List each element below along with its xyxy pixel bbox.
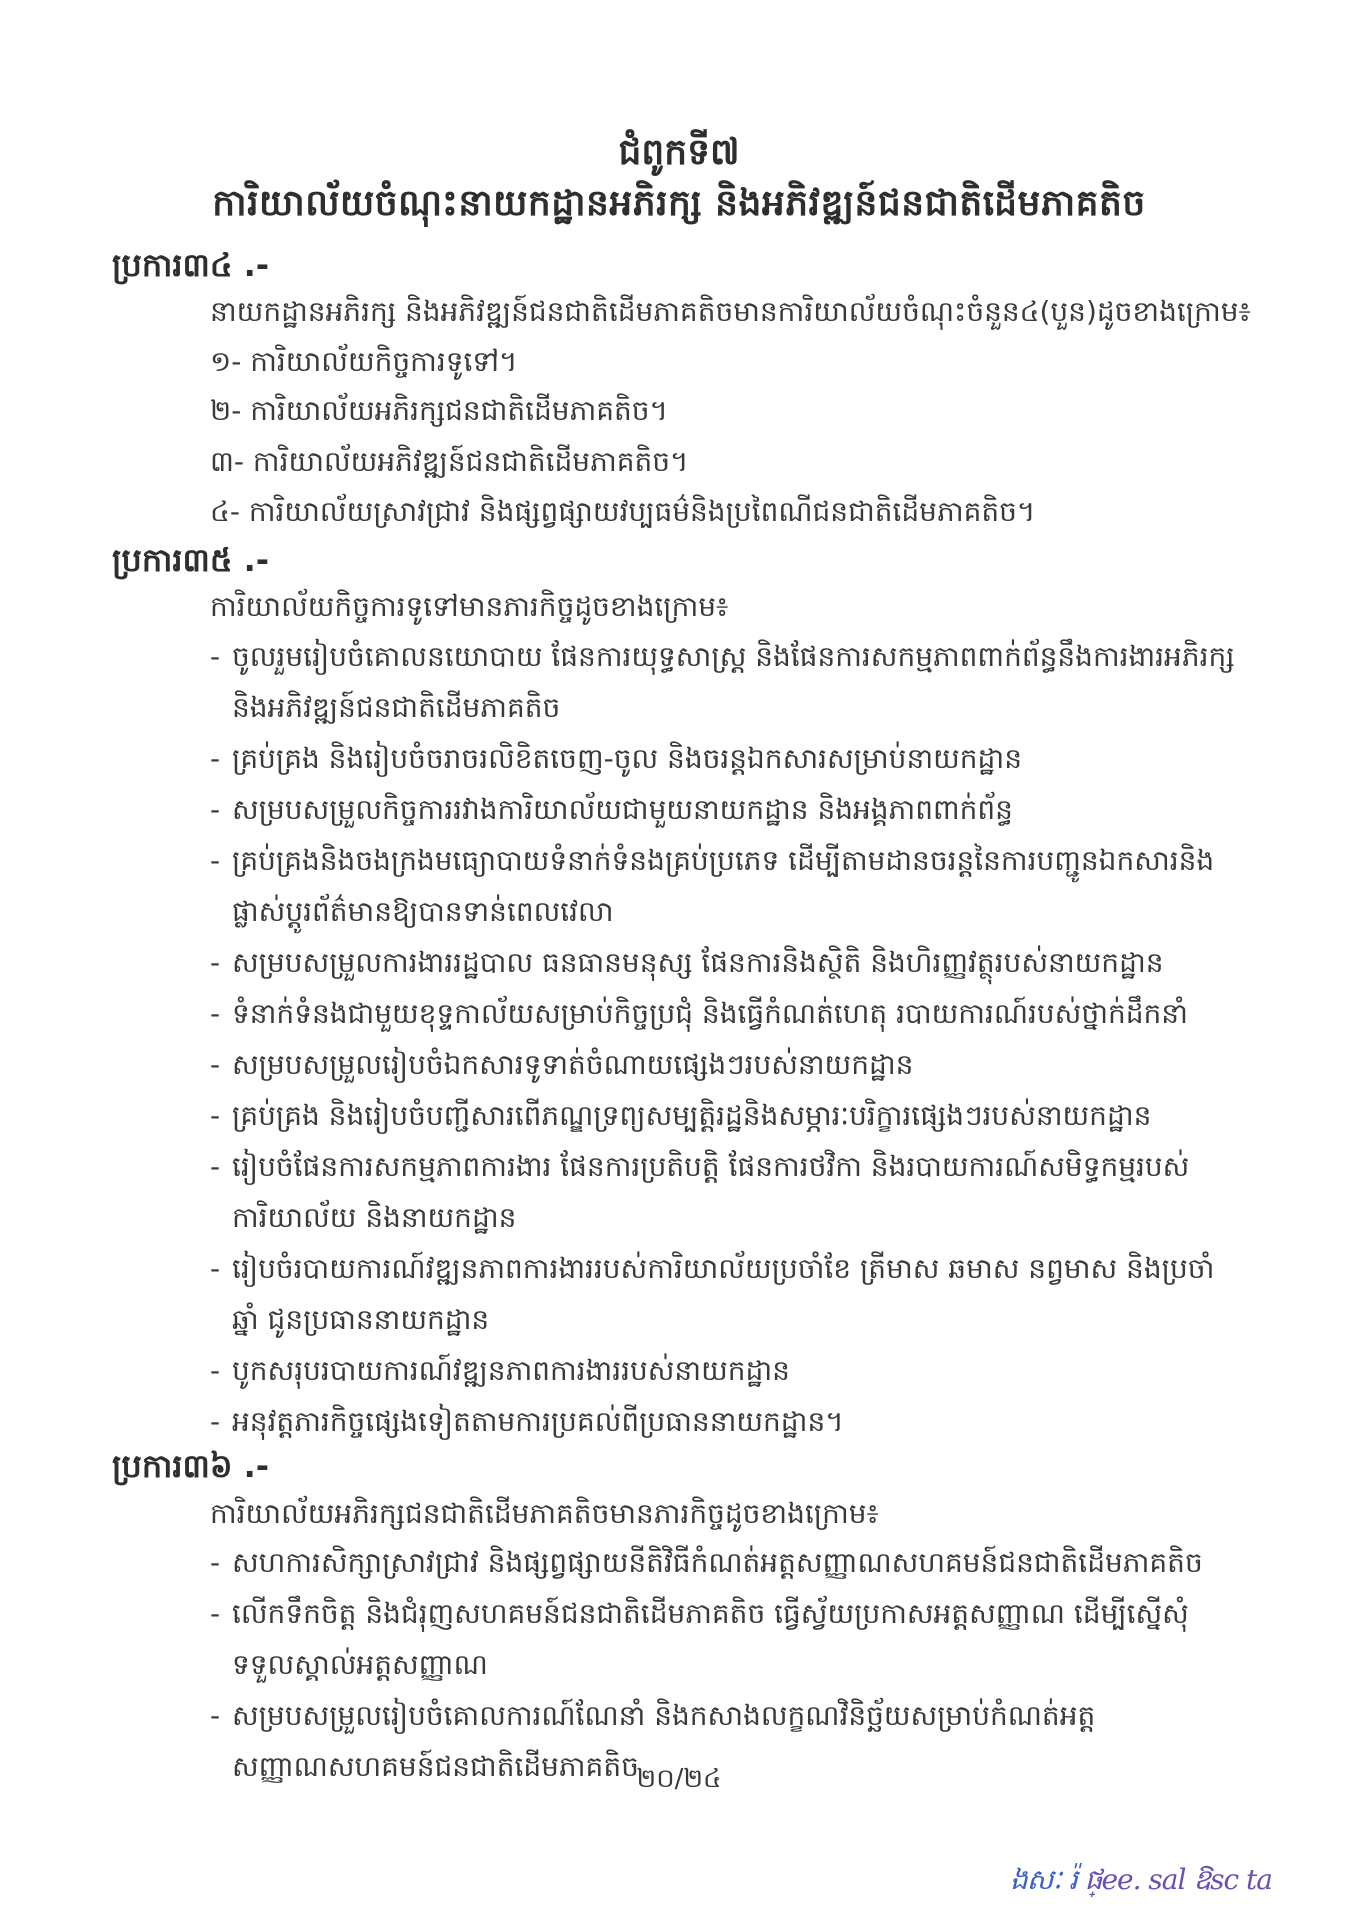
bullet-dash: - — [210, 1099, 221, 1132]
bullet-text: សម្របសម្រួលរៀបចំឯកសារទូទាត់ចំណាយផ្សេងៗរបស់នាយកដ្ឋាន — [232, 1048, 914, 1081]
article-36-heading: ប្រការ៣៦ .- — [112, 1447, 270, 1485]
article-35-bullet — [210, 784, 1240, 835]
bullet-dash: - — [210, 1597, 221, 1630]
article-34-intro: នាយកដ្ឋានអភិរក្ស និងអភិវឌ្ឍន៍ជនជាតិដើមភាគតិចមានការិយាល័យចំណុះចំនួន៤(បួន)ដូចខាងក្រោម៖ — [210, 295, 1251, 328]
page-number: ២០/២៤ — [636, 1764, 722, 1794]
bullet-text: សម្របសម្រួលការងាររដ្ឋបាល ធនធានមនុស្ស ផែនការនិងស្ថិតិ និងហិរញ្ញវត្ថុរបស់នាយកដ្ឋាន — [232, 946, 1164, 979]
handwritten-signature — [1010, 1862, 1272, 1903]
bullet-text: គ្រប់គ្រង និងរៀបចំបញ្ជីសារពើភណ្ឌទ្រព្យសម្បត្តិរដ្ឋនិងសម្ភារៈបរិក្ខារផ្សេងៗរបស់នាយកដ្ឋាន — [232, 1099, 1152, 1132]
bullet-dash: - — [210, 844, 221, 877]
article-36-bullet — [210, 1588, 1240, 1690]
article-35-bullet — [210, 1396, 1240, 1447]
bullet-dash: - — [210, 946, 221, 979]
bullet-dash: - — [210, 1150, 221, 1183]
bullet-dash: - — [210, 1546, 221, 1579]
signature-part: ងសៈ រ៉ — [1010, 1863, 1085, 1896]
article-35-bullet — [210, 1141, 1240, 1243]
bullet-dash: - — [210, 997, 221, 1030]
article-34-item-2: ២- ការិយាល័យអភិរក្សជនជាតិដើមភាគតិច។ — [210, 394, 669, 427]
bullet-text: សម្របសម្រួលរៀបចំគោលការណ៍ណែនាំ និងកសាងលក្ខណវិនិច្ឆ័យសម្រាប់កំណត់អត្តសញ្ញាណសហគមន៍ជនជាតិដើមភាគតិច — [232, 1699, 1096, 1783]
article-35-heading: ប្រការ៣៥ .- — [112, 541, 270, 579]
article-35-bullet — [210, 733, 1240, 784]
article-35-bullet — [210, 937, 1240, 988]
article-35-bullet — [210, 1090, 1240, 1141]
bullet-text: សម្របសម្រួលកិច្ចការរវាងការិយាល័យជាមួយនាយកដ្ឋាន និងអង្គភាពពាក់ព័ន្ធ — [232, 793, 1013, 826]
document-title: ការិយាល័យចំណុះនាយកដ្ឋានអភិរក្ស និងអភិវឌ្ឍន៍ជនជាតិដើមភាគតិច — [212, 183, 1146, 224]
bullet-dash: - — [210, 1699, 221, 1732]
bullet-dash: - — [210, 1405, 221, 1438]
bullet-dash: - — [210, 1048, 221, 1081]
article-34-item-3: ៣- ការិយាល័យអភិវឌ្ឍន៍ជនជាតិដើមភាគតិច។ — [210, 445, 689, 478]
article-35-bullet — [210, 835, 1240, 937]
article-36-intro: ការិយាល័យអភិរក្សជនជាតិដើមភាគតិចមានភារកិច្ចដូចខាងក្រោម៖ — [210, 1497, 879, 1530]
article-34-heading: ប្រការ៣៤ .- — [112, 246, 270, 284]
article-35-bullet — [210, 1039, 1240, 1090]
bullet-text: បូកសរុបរបាយការណ៍វឌ្ឍនភាពការងាររបស់នាយកដ្ឋាន — [232, 1354, 790, 1387]
article-35-intro: ការិយាល័យកិច្ចការទូទៅមានភារកិច្ចដូចខាងក្រោម៖ — [210, 590, 729, 623]
bullet-dash: - — [210, 1354, 221, 1387]
bullet-dash: - — [210, 793, 221, 826]
article-35-bullet — [210, 631, 1240, 733]
article-34-item-4: ៤- ការិយាល័យស្រាវជ្រាវ និងផ្សព្វផ្សាយវប្បធម៌និងប្រពៃណីជនជាតិដើមភាគតិច។ — [210, 495, 1036, 528]
bullet-text: សហការសិក្សាស្រាវជ្រាវ និងផ្សព្វផ្សាយនីតិវិធីកំណត់អត្តសញ្ញាណសហគមន៍ជនជាតិដើមភាគតិច — [232, 1546, 1203, 1579]
bullet-text: ទំនាក់ទំនងជាមួយខុទ្ទកាល័យសម្រាប់កិច្ចប្រជុំ និងធ្វើកំណត់ហេតុ របាយការណ៍របស់ថ្នាក់ដឹកនាំ — [232, 997, 1188, 1030]
bullet-text: គ្រប់គ្រងនិងចងក្រងមធ្យោបាយទំនាក់ទំនងគ្រប់ប្រភេទ ដើម្បីតាមដានចរន្តនៃការបញ្ជូនឯកសារនិងផ្លាស់ប្តូរព័ត៌មានឱ្យបានទាន់ពេលវេលា — [232, 844, 1215, 928]
bullet-dash: - — [210, 640, 221, 673]
bullet-dash: - — [210, 1252, 221, 1285]
article-35-bullet — [210, 1345, 1240, 1396]
article-36-bullet — [210, 1537, 1240, 1588]
chapter-heading: ជំពូកទី៧ — [618, 132, 740, 173]
signature-part: ផ្ee. sal — [1084, 1863, 1194, 1896]
bullet-text: គ្រប់គ្រង និងរៀបចំចរាចរលិខិតចេញ-ចូល និងចរន្តឯកសារសម្រាប់នាយកដ្ឋាន — [232, 742, 1022, 775]
bullet-text: លើកទឹកចិត្ត និងជំរុញសហគមន៍ជនជាតិដើមភាគតិច ធ្វើស្វ័យប្រកាសអត្តសញ្ញាណ ដើម្បីស្នើសុំទទួលស្គាល់អត្តសញ្ញាណ — [232, 1597, 1189, 1681]
article-35-bullet — [210, 1243, 1240, 1345]
bullet-text: រៀបចំផែនការសកម្មភាពការងារ ផែនការប្រតិបត្តិ ផែនការថវិកា និងរបាយការណ៍សមិទ្ធកម្មរបស់ការិយាល័យ និងនាយកដ្ឋាន — [232, 1150, 1190, 1234]
bullet-text: ចូលរួមរៀបចំគោលនយោបាយ ផែនការយុទ្ធសាស្ត្រ និងផែនការសកម្មភាពពាក់ព័ន្ធនឹងការងារអភិរក្ស និងអភិវឌ្ឍន៍ជនជាតិដើមភាគតិច — [232, 640, 1235, 724]
article-34-item-1: ១- ការិយាល័យកិច្ចការទូទៅ។ — [210, 345, 518, 378]
bullet-dash: - — [210, 742, 221, 775]
bullet-text: អនុវត្តភារកិច្ចផ្សេងទៀតតាមការប្រគល់ពីប្រធាននាយកដ្ឋាន។ — [232, 1405, 844, 1438]
bullet-text: រៀបចំរបាយការណ៍វឌ្ឍនភាពការងាររបស់ការិយាល័យប្រចាំខែ ត្រីមាស ឆមាស នព្វមាស និងប្រចាំឆ្នាំ ជូនប្រធាននាយកដ្ឋាន — [232, 1252, 1215, 1336]
article-35-bullet — [210, 988, 1240, 1039]
signature-part: ឱsc ta — [1193, 1863, 1272, 1896]
